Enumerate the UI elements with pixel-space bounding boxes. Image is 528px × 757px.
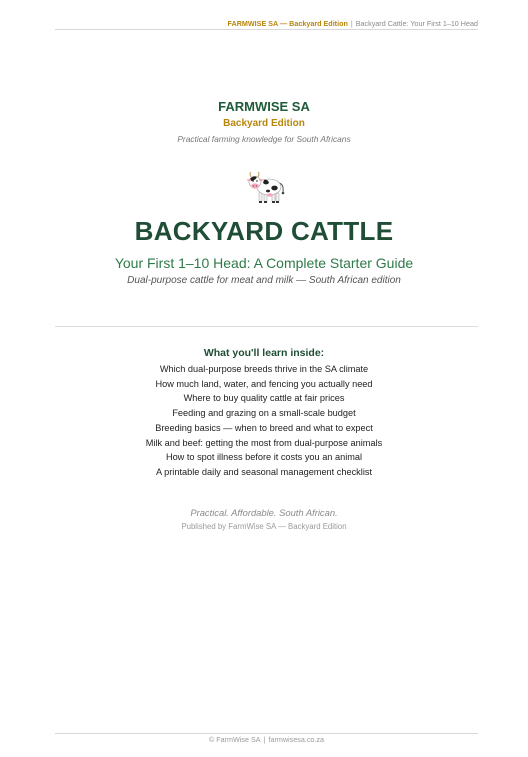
subtitle: Your First 1–10 Head: A Complete Starter Guide	[114, 255, 414, 271]
brand-name: FARMWISE SA	[218, 99, 310, 114]
learn-item: How to spot illness before it costs you an animal	[165, 452, 363, 463]
brand-tagline: Practical farming knowledge for South Africans	[177, 134, 351, 144]
subtitle-secondary: Dual-purpose cattle for meat and milk — South African edition	[127, 275, 401, 286]
footer-separator: |	[263, 735, 266, 744]
section-divider	[55, 326, 478, 327]
learn-item: Breeding basics — when to breed and what to expect	[155, 422, 373, 433]
learn-item: How much land, water, and fencing you actually need	[155, 378, 373, 389]
header-separator: |	[350, 19, 353, 28]
header-doc-title: Backyard Cattle: Your First 1–10 Head	[355, 19, 478, 28]
footer-copyright: © FarmWise SA	[208, 735, 261, 744]
learn-item: A printable daily and seasonal management checklist	[155, 466, 373, 477]
brand-block	[0, 99, 528, 145]
learn-section	[0, 346, 528, 480]
page-footer	[55, 733, 478, 745]
closing-block	[0, 506, 528, 532]
learn-item: Milk and beef: getting the most from dual-purpose animals	[145, 437, 383, 448]
header-brand: FARMWISE SA — Backyard Edition	[227, 19, 348, 28]
learn-item: Which dual-purpose breeds thrive in the SA climate	[159, 364, 369, 374]
title-block	[0, 214, 528, 287]
learn-item: Where to buy quality cattle at fair prices	[183, 393, 345, 404]
cow-icon	[246, 170, 288, 206]
learn-item: Feeding and grazing on a small-scale budget	[172, 408, 356, 419]
page-header	[55, 19, 478, 30]
brand-edition: Backyard Edition	[223, 118, 305, 129]
main-title: BACKYARD CATTLE	[134, 216, 394, 246]
closing-tagline: Practical. Affordable. South African.	[190, 507, 338, 518]
learn-list	[0, 362, 528, 480]
publisher-line: Published by FarmWise SA — Backyard Edition	[181, 522, 347, 531]
footer-website-link[interactable]: farmwisesa.co.za	[268, 735, 325, 744]
learn-heading: What you'll learn inside:	[203, 347, 325, 359]
